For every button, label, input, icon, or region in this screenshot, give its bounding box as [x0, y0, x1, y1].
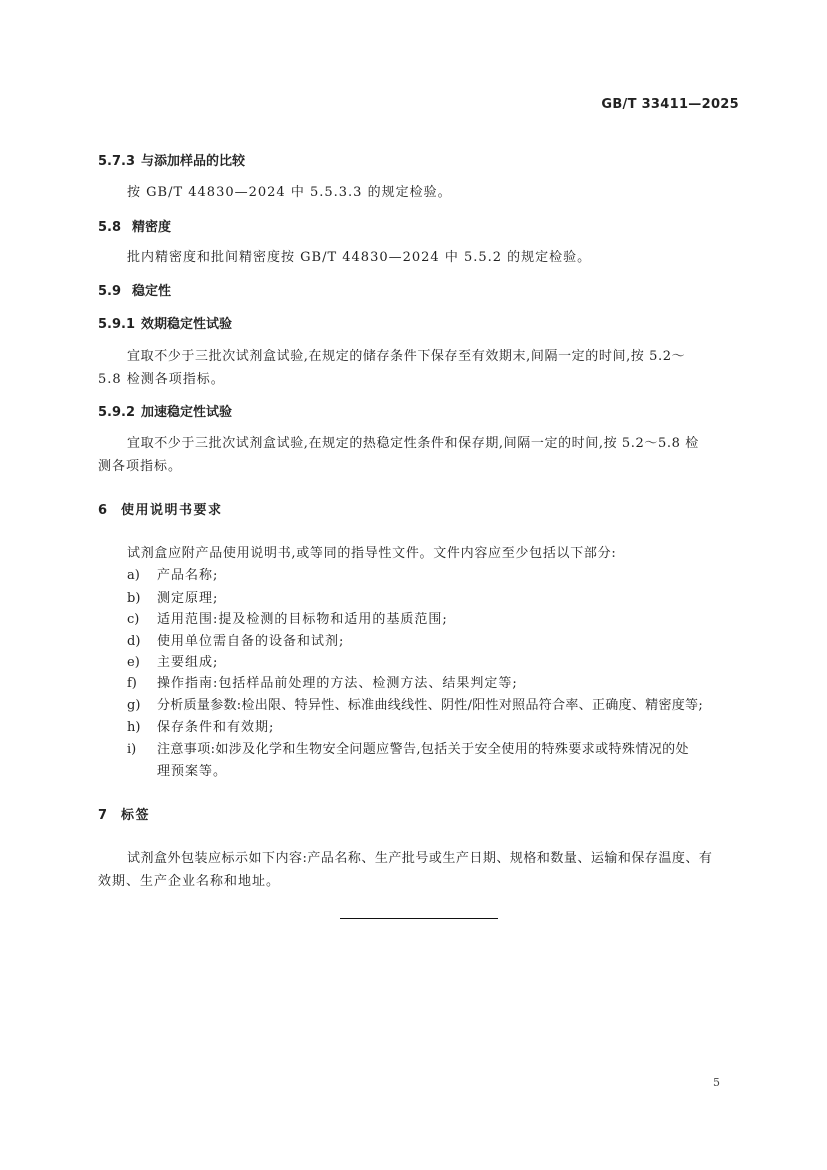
list-item-text: 操作指南:包括样品前处理的方法、检测方法、结果判定等;	[157, 676, 518, 691]
list-item	[127, 608, 448, 627]
heading-number: 7	[98, 808, 108, 823]
list-item	[127, 651, 218, 670]
paragraph-5-7-3: 按 GB/T 44830—2024 中 5.5.3.3 的规定检验。	[127, 185, 452, 200]
list-item-label: b)	[127, 591, 141, 606]
heading-title: 使用说明书要求	[121, 503, 223, 518]
paragraph-6-intro: 试剂盒应附产品使用说明书,或等同的指导性文件。文件内容应至少包括以下部分:	[127, 546, 617, 561]
list-item-continuation: 理预案等。	[157, 764, 228, 779]
list-item-text: 产品名称;	[157, 568, 219, 583]
list-item-text: 测定原理;	[157, 591, 219, 606]
heading-number: 5.9.2	[98, 405, 136, 420]
paragraph-5-8: 批内精密度和批间精密度按 GB/T 44830—2024 中 5.5.2 的规定检验。	[127, 250, 592, 265]
paragraph-7-line2: 效期、生产企业名称和地址。	[98, 874, 281, 889]
heading-title: 与添加样品的比较	[141, 154, 246, 169]
heading-5-9-2	[98, 401, 232, 420]
list-item	[127, 564, 218, 583]
list-item-label: g)	[127, 698, 141, 713]
list-item	[127, 716, 274, 735]
list-item	[127, 738, 689, 757]
heading-number: 5.9	[98, 284, 122, 299]
heading-number: 6	[98, 503, 108, 518]
paragraph-5-9-1-line2: 5.8 检测各项指标。	[98, 372, 225, 387]
list-item-text: 主要组成;	[157, 655, 219, 670]
heading-5-8	[98, 216, 171, 235]
list-item	[127, 672, 518, 691]
heading-title: 稳定性	[132, 284, 172, 299]
list-item-label: e)	[127, 655, 140, 670]
heading-5-7-3	[98, 150, 245, 169]
list-item	[127, 694, 703, 713]
paragraph-5-9-1-line1: 宜取不少于三批次试剂盒试验,在规定的储存条件下保存至有效期末,间隔一定的时间,按 5.2～	[127, 349, 686, 364]
list-item-label: h)	[127, 720, 141, 735]
end-rule	[340, 918, 498, 919]
page-number: 5	[713, 1076, 720, 1089]
list-item-label: i)	[127, 742, 137, 757]
list-item-label: c)	[127, 612, 140, 627]
heading-7	[98, 804, 150, 823]
standard-number: GB/T 33411—2025	[601, 97, 739, 112]
heading-title: 效期稳定性试验	[141, 317, 233, 332]
paragraph-7-line1: 试剂盒外包装应标示如下内容:产品名称、生产批号或生产日期、规格和数量、运输和保存温度、有	[127, 851, 713, 866]
heading-5-9-1	[98, 313, 232, 332]
list-item-text: 分析质量参数:检出限、特异性、标准曲线线性、阴性/阳性对照品符合率、正确度、精密度等;	[157, 698, 704, 713]
heading-title: 标签	[121, 808, 151, 823]
list-item-text: 注意事项:如涉及化学和生物安全问题应警告,包括关于安全使用的特殊要求或特殊情况的处	[157, 742, 689, 757]
list-item-text: 保存条件和有效期;	[157, 720, 275, 735]
heading-title: 加速稳定性试验	[141, 405, 233, 420]
list-item-text: 适用范围:提及检测的目标物和适用的基质范围;	[157, 612, 448, 627]
list-item-text: 使用单位需自备的设备和试剂;	[157, 634, 345, 649]
list-item-label: a)	[127, 568, 140, 583]
heading-number: 5.8	[98, 220, 122, 235]
paragraph-5-9-2-line1: 宜取不少于三批次试剂盒试验,在规定的热稳定性条件和保存期,间隔一定的时间,按 5.2～5.8 检	[127, 436, 699, 451]
heading-title: 精密度	[132, 220, 172, 235]
list-item-label: f)	[127, 676, 137, 691]
list-item	[127, 630, 344, 649]
heading-number: 5.7.3	[98, 154, 136, 169]
list-item	[127, 587, 218, 606]
heading-5-9	[98, 280, 171, 299]
heading-number: 5.9.1	[98, 317, 136, 332]
list-item-label: d)	[127, 634, 141, 649]
heading-6	[98, 499, 223, 518]
paragraph-5-9-2-line2: 测各项指标。	[98, 459, 183, 474]
